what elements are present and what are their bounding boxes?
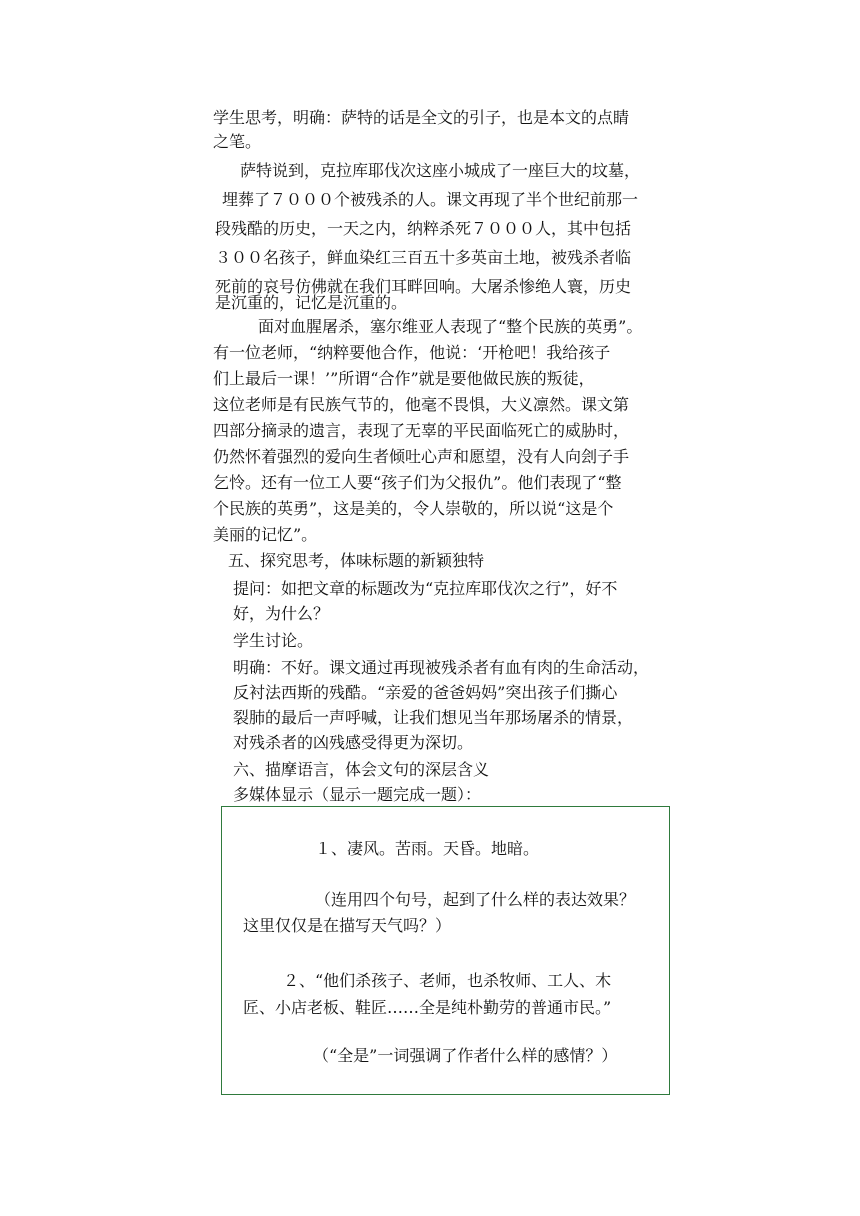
paragraph-line: 明确：不好。课文通过再现被残杀者有血有肉的生命活动， — [233, 658, 650, 677]
paragraph-line: 之笔。 — [213, 132, 262, 151]
paragraph-line: 死前的哀号仿佛就在我们耳畔回响。大屠杀惨绝人寰，历史 — [215, 277, 632, 296]
question-line: 匠、小店老板、鞋匠……全是纯朴勤劳的普通市民。” — [243, 998, 612, 1017]
paragraph-line: 好，为什么？ — [233, 604, 330, 623]
paragraph-line: 学生思考，明确：萨特的话是全文的引子，也是本文的点睛 — [213, 108, 630, 127]
paragraph-line: 萨特说到，克拉库耶伐次这座小城成了一座巨大的坟墓， — [240, 161, 641, 180]
paragraph-line: 多媒体显示（显示一题完成一题）： — [233, 785, 482, 804]
paragraph-line: 对残杀者的凶残感受得更为深切。 — [233, 733, 474, 752]
paragraph-line: 是沉重的，记忆是沉重的。 — [215, 293, 408, 312]
paragraph-line: 提问：如把文章的标题改为“克拉库耶伐次之行”，好不 — [233, 579, 618, 598]
section-heading: 六、描摩语言，体会文句的深层含义 — [233, 760, 490, 779]
section-heading: 五、探究思考，体味标题的新颖独特 — [228, 551, 485, 570]
paragraph-line: 面对血腥屠杀，塞尔维亚人表现了“整个民族的英勇”。 — [258, 317, 643, 336]
paragraph-line: 有一位老师，“纳粹要他合作，他说：‘开枪吧！我给孩子 — [213, 343, 611, 362]
question-line: 这里仅仅是在描写天气吗？） — [243, 916, 452, 935]
paragraph-line: 们上最后一课！’”所谓“合作”就是要他做民族的叛徒， — [213, 369, 595, 388]
paragraph-line: 乞怜。还有一位工人要“孩子们为父报仇”。他们表现了“整 — [213, 473, 622, 492]
paragraph-line: 美丽的记忆”。 — [213, 525, 318, 544]
paragraph-line: 学生讨论。 — [233, 631, 314, 650]
question-line: （“全是”一词强调了作者什么样的感情？） — [313, 1046, 618, 1065]
question-line: （连用四个句号，起到了什么样的表达效果？ — [315, 890, 636, 909]
paragraph-line: 这位老师是有民族气节的，他毫不畏惧，大义凛然。课文第 — [213, 395, 630, 414]
question-line: １、凄风。苦雨。天昏。地暗。 — [315, 839, 540, 858]
paragraph-line: 裂肺的最后一声呼喊，让我们想见当年那场屠杀的情景， — [233, 708, 634, 727]
paragraph-line: 仍然怀着强烈的爱向生者倾吐心声和愿望，没有人向刽子手 — [213, 447, 630, 466]
paragraph-line: 个民族的英勇”，这是美的，令人崇敬的，所以说“这是个 — [213, 499, 614, 518]
paragraph-line: ３００名孩子，鲜血染红三百五十多英亩土地，被残杀者临 — [215, 248, 632, 267]
paragraph-line: 段残酷的历史，一天之内，纳粹杀死７０００人，其中包括 — [215, 219, 632, 238]
paragraph-line: 四部分摘录的遗言，表现了无辜的平民面临死亡的威胁时， — [213, 421, 630, 440]
question-line: ２、“他们杀孩子、老师，也杀牧师、工人、木 — [283, 971, 612, 990]
paragraph-line: 反衬法西斯的残酷。“亲爱的爸爸妈妈”突出孩子们撕心 — [233, 683, 618, 702]
paragraph-line: 埋葬了７０００个被残杀的人。课文再现了半个世纪前那一 — [222, 190, 639, 209]
